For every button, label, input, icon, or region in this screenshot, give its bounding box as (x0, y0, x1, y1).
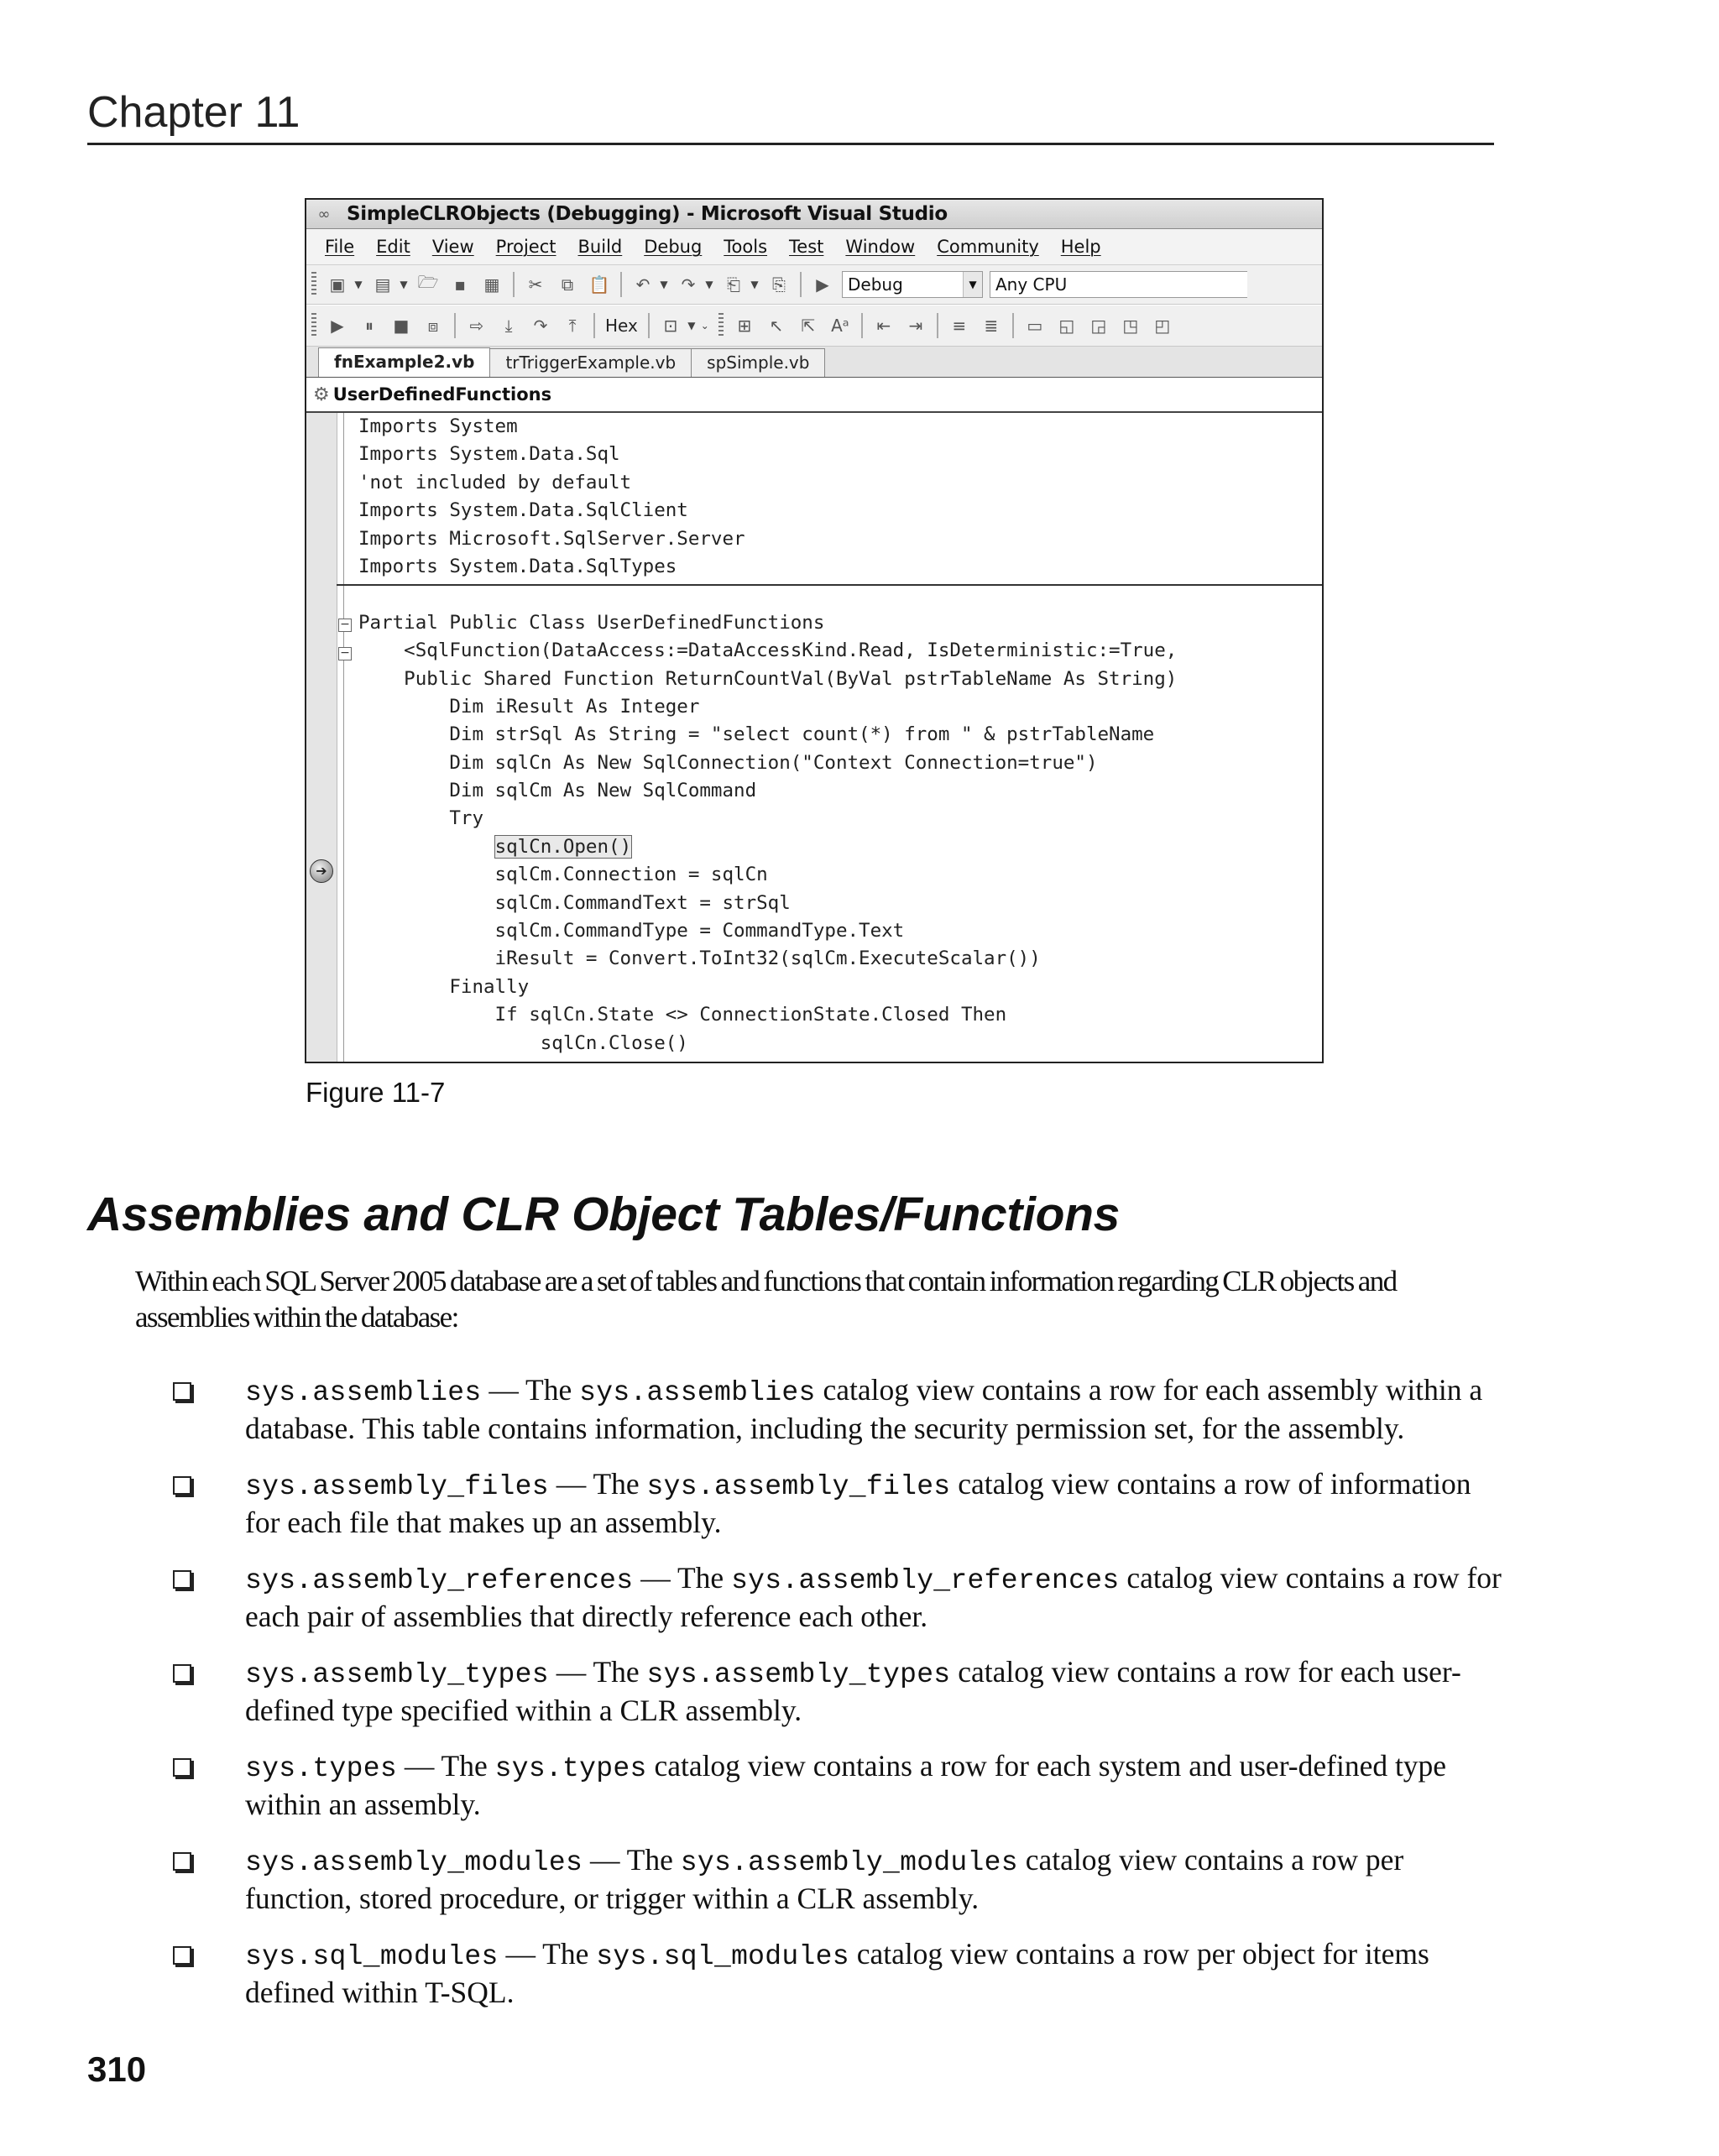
description: catalog view contains a row per function, stored procedure, or trigger within a CLR assembly. (245, 1843, 1404, 1915)
checkbox-bullet-icon (173, 1852, 191, 1871)
list-item (173, 1936, 1507, 2011)
chevron-down-icon[interactable]: ▼ (687, 320, 696, 331)
comment-out-icon[interactable]: ≡ (952, 316, 967, 336)
uncomment-icon[interactable]: ≣ (984, 316, 999, 336)
section-heading: Assemblies and CLR Object Tables/Functions (87, 1188, 1121, 1241)
class-name: UserDefinedFunctions (332, 384, 552, 405)
menu-edit[interactable]: Edit (376, 237, 410, 257)
chevron-down-icon[interactable]: ▼ (705, 279, 713, 290)
term: sys.assembly_modules (245, 1847, 583, 1878)
code-editor[interactable] (306, 413, 1322, 1062)
code-line: iResult = Convert.ToInt32(sqlCm.ExecuteScalar()) (358, 947, 1041, 970)
undo-icon[interactable]: ↶ (635, 274, 651, 295)
current-statement-highlight: sqlCn.Open() (494, 835, 632, 858)
checkbox-bullet-icon (173, 1382, 191, 1401)
code-line: Imports System.Data.SqlClient (358, 499, 688, 522)
chevron-down-icon[interactable]: ▼ (400, 279, 408, 290)
pointer-icon[interactable]: ⇱ (801, 316, 816, 336)
catalog-view-list (173, 1372, 1507, 2030)
menu-window[interactable]: Window (845, 237, 916, 257)
code-line: Public Shared Function ReturnCountVal(ByVal pstrTableName As String) (358, 667, 1178, 690)
next-bookmark-icon[interactable]: ◲ (1090, 316, 1107, 336)
toolbar-separator (593, 313, 595, 338)
toolbar-separator (648, 313, 650, 338)
list-item (173, 1654, 1507, 1729)
code-line: sqlCm.Connection = sqlCn (358, 864, 768, 886)
navigate-backward-icon[interactable]: ⎗ (727, 274, 740, 295)
add-item-icon[interactable]: ▤ (374, 274, 391, 295)
new-project-icon[interactable]: ▣ (329, 274, 346, 295)
code-line: sqlCm.CommandText = strSql (358, 891, 791, 914)
class-navigation-bar[interactable] (306, 378, 1322, 413)
solution-configuration-value: Debug (848, 274, 903, 295)
chevron-down-icon[interactable]: ▼ (354, 279, 363, 290)
copy-icon[interactable]: ⧉ (561, 274, 574, 295)
redo-icon[interactable]: ↷ (681, 274, 696, 295)
list-item (173, 1748, 1507, 1823)
standard-toolbar (306, 265, 1322, 305)
description: catalog view contains a row for each assembly within a database. This table contains information, including the security permission set, for the assembly. (245, 1373, 1483, 1445)
cursor-icon[interactable]: ↖ (769, 316, 784, 336)
code-line: Try (358, 807, 484, 830)
code-line: Imports Microsoft.SqlServer.Server (358, 527, 745, 550)
toolbar-grip[interactable] (718, 313, 724, 338)
code-line (358, 833, 1177, 861)
code-line: Imports System (358, 415, 518, 437)
term: sys.assembly_references (245, 1565, 634, 1596)
code-line (358, 581, 1177, 608)
code-line: Dim sqlCn As New SqlConnection("Context Connection=true") (358, 751, 1098, 774)
checkbox-bullet-icon (173, 1476, 191, 1495)
checkbox-bullet-icon (173, 1570, 191, 1589)
class-icon: ⚙ (313, 384, 330, 405)
toolbar-separator (1012, 313, 1014, 338)
solution-configuration-select[interactable] (842, 271, 983, 298)
separator: — The (583, 1843, 681, 1877)
chevron-down-icon[interactable]: ▼ (750, 279, 759, 290)
code-line: If sqlCn.State <> ConnectionState.Closed Then (358, 1004, 1007, 1026)
step-out-icon[interactable]: ⤒ (568, 316, 577, 336)
term-inline: sys.assemblies (579, 1377, 816, 1408)
checkbox-bullet-icon (173, 1758, 191, 1777)
term-inline: sys.sql_modules (596, 1941, 849, 1972)
term: sys.assemblies (245, 1377, 482, 1408)
solution-platform-value: Any CPU (995, 274, 1068, 295)
collapse-icon[interactable]: − (338, 619, 352, 632)
toggle-bookmark-icon[interactable]: ▭ (1027, 316, 1043, 336)
code-line: <SqlFunction(DataAccess:=DataAccessKind.Read, IsDeterministic:=True, (358, 639, 1178, 662)
separator: — The (633, 1561, 732, 1595)
tab-spsimple[interactable]: spSimple.vb (691, 348, 825, 377)
indicator-margin[interactable] (306, 413, 337, 1062)
previous-bookmark-icon[interactable]: ◱ (1058, 316, 1075, 336)
cut-icon[interactable]: ✂ (528, 274, 543, 295)
code-line: Dim strSql As String = "select count(*) from " & pstrTableName (358, 723, 1155, 746)
chevron-down-icon[interactable]: ▼ (660, 279, 668, 290)
menu-tools[interactable]: Tools (724, 237, 768, 257)
description: catalog view contains a row for each user-defined type specified within a CLR assembly. (245, 1655, 1461, 1727)
visual-studio-icon: ∞ (317, 205, 331, 223)
separator: — The (548, 1655, 647, 1689)
code-line: Dim sqlCm As New SqlCommand (358, 780, 757, 802)
hex-toggle-button[interactable]: Hex (605, 316, 638, 336)
intro-paragraph: Within each SQL Server 2005 database are a set of tables and functions that contain information regarding CLR objects and assemblies within the database: (135, 1265, 1397, 1334)
code-line: Finally (358, 975, 530, 998)
font-size-icon[interactable]: Aᵃ (831, 316, 849, 336)
description: catalog view contains a row of information for each file that makes up an assembly. (245, 1467, 1471, 1539)
list-item (173, 1842, 1507, 1917)
outlining-line (343, 413, 344, 1062)
step-into-icon[interactable]: ⤓ (504, 316, 513, 336)
outdent-icon[interactable]: ⇤ (876, 316, 891, 336)
list-item (173, 1372, 1507, 1447)
break-all-icon[interactable]: ⏸ (365, 316, 374, 336)
term-inline: sys.assembly_files (646, 1471, 951, 1502)
toolbar-separator (454, 313, 456, 338)
previous-bookmark-folder-icon[interactable]: ◳ (1122, 316, 1139, 336)
visual-studio-window (305, 198, 1324, 1063)
code-line: Imports System.Data.Sql (358, 443, 620, 466)
code-comment-icon[interactable]: ⊞ (737, 316, 752, 336)
code-line: Partial Public Class UserDefinedFunctions (358, 611, 825, 634)
show-next-statement-icon[interactable]: ⇨ (469, 316, 484, 336)
collapse-icon[interactable]: − (338, 647, 352, 660)
toolbar-separator (861, 313, 863, 338)
description: catalog view contains a row per object for items defined within T-SQL. (245, 1937, 1429, 2009)
description: catalog view contains a row for each pair of assemblies that directly reference each other. (245, 1561, 1502, 1633)
term-inline: sys.types (494, 1753, 647, 1784)
open-folder-icon[interactable]: 🗁 (417, 272, 439, 292)
code-line: sqlCn.Close() (358, 1031, 688, 1054)
separator: — The (396, 1749, 495, 1783)
toolbar-separator (937, 313, 938, 338)
separator: — The (548, 1467, 647, 1501)
menu-view[interactable]: View (431, 237, 474, 257)
menu-community[interactable]: Community (937, 237, 1039, 257)
toolbar-separator (513, 272, 515, 297)
checkbox-bullet-icon (173, 1664, 191, 1683)
tab-fnexample2[interactable]: fnExample2.vb (318, 347, 490, 377)
menu-build[interactable]: Build (577, 237, 623, 257)
term: sys.types (245, 1753, 397, 1784)
save-icon[interactable]: ▪ (454, 274, 466, 295)
menu-project[interactable]: Project (495, 237, 556, 257)
page-number: 310 (87, 2049, 147, 2089)
window-title: SimpleCLRObjects (Debugging) - Microsoft Visual Studio (347, 203, 948, 225)
title-bar (306, 200, 1322, 229)
menu-test[interactable]: Test (789, 237, 824, 257)
save-all-icon[interactable]: ▦ (483, 274, 500, 295)
menu-help[interactable]: Help (1060, 237, 1101, 257)
code-line: 'not included by default (358, 471, 632, 493)
toolbar-grip[interactable] (311, 272, 316, 297)
list-item (173, 1560, 1507, 1635)
current-statement-arrow-icon: ➔ (310, 859, 333, 883)
menu-file[interactable]: File (325, 237, 355, 257)
term-inline: sys.assembly_modules (680, 1847, 1018, 1878)
term: sys.sql_modules (245, 1941, 499, 1972)
paste-icon[interactable]: 📋 (588, 274, 610, 295)
document-tabs (306, 347, 1322, 378)
navigate-forward-icon[interactable]: ⎘ (772, 274, 786, 295)
code-line: Dim iResult As Integer (358, 695, 700, 718)
debug-toolbar (306, 305, 1322, 347)
toolbar-separator (620, 272, 622, 297)
code-line: Imports System.Data.SqlTypes (358, 555, 677, 577)
header-rule (87, 143, 1494, 145)
checkbox-bullet-icon (173, 1946, 191, 1965)
toolbar-overflow-icon[interactable]: ⌄ (700, 320, 709, 331)
term-inline: sys.assembly_types (646, 1659, 951, 1690)
start-debugging-icon[interactable]: ▶ (816, 274, 829, 295)
list-item (173, 1466, 1507, 1541)
menu-debug[interactable]: Debug (644, 237, 703, 257)
code-line: sqlCm.CommandType = CommandType.Text (358, 920, 905, 942)
chevron-down-icon[interactable]: ▼ (963, 272, 982, 297)
stop-debugging-icon[interactable]: ■ (393, 316, 410, 336)
solution-platform-select[interactable] (990, 271, 1247, 298)
term: sys.assembly_files (245, 1471, 549, 1502)
toolbar-grip[interactable] (311, 313, 316, 338)
next-bookmark-folder-icon[interactable]: ◰ (1154, 316, 1171, 336)
separator: — The (498, 1937, 597, 1971)
code-listing (358, 413, 1177, 1057)
figure-caption: Figure 11-7 (306, 1077, 446, 1108)
restart-icon[interactable]: ⧈ (427, 316, 439, 336)
step-over-icon[interactable]: ↷ (533, 316, 548, 336)
term-inline: sys.assembly_references (731, 1565, 1120, 1596)
continue-icon[interactable]: ▶ (331, 316, 344, 336)
chapter-title: Chapter 11 (87, 88, 300, 137)
indent-icon[interactable]: ⇥ (908, 316, 923, 336)
separator: — The (481, 1373, 580, 1407)
breakpoints-window-icon[interactable]: ⊡ (663, 316, 678, 336)
tab-trtriggerexample[interactable]: trTriggerExample.vb (489, 348, 692, 377)
toolbar-separator (800, 272, 802, 297)
term: sys.assembly_types (245, 1659, 549, 1690)
menu-bar (306, 229, 1322, 265)
description: catalog view contains a row for each system and user-defined type within an assembly. (245, 1749, 1447, 1821)
